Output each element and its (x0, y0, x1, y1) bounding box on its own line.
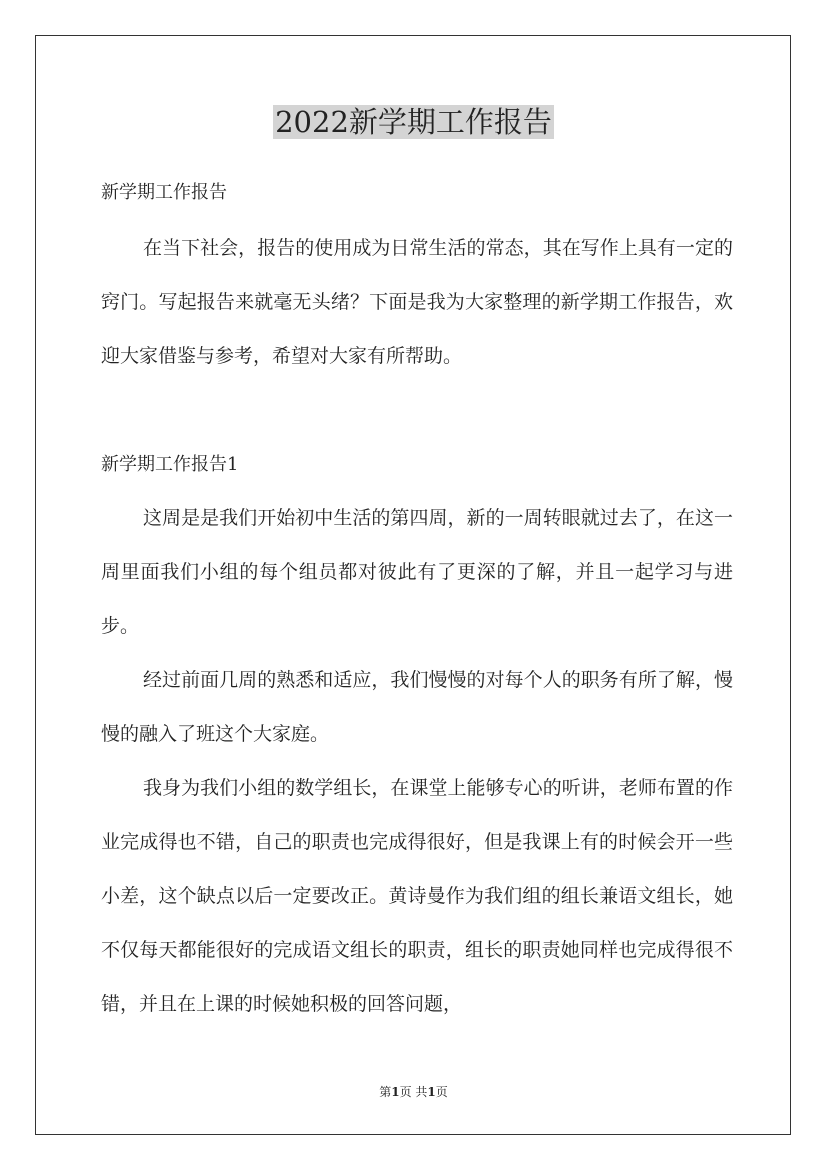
section-1-heading: 新学期工作报告1 (101, 454, 239, 475)
body-paragraph-3: 我身为我们小组的数学组长，在课堂上能够专心的听讲，老师布置的作业完成得也不错，自己的职责也完成得很好，但是我课上有的时候会开一些小差，这个缺点以后一定要改正。黄诗曼作为我们组的组长兼语文组长，她不仅每天都能很好的完成语文组长的职责，组长的职责她同样也完成得很不错，并且在上课的时候她积极的回答问题， (101, 777, 733, 1015)
footer-page-total: 1 (427, 1085, 436, 1099)
document-title-text: 2022新学期工作报告 (275, 105, 552, 139)
body-paragraph-2: 经过前面几周的熟悉和适应，我们慢慢的对每个人的职务有所了解，慢慢的融入了班这个大家庭。 (101, 669, 733, 745)
body-paragraph-1: 这周是是我们开始初中生活的第四周，新的一周转眼就过去了，在这一周里面我们小组的每个组员都对彼此有了更深的了解，并且一起学习与进步。 (101, 507, 733, 637)
page-footer (0, 1083, 827, 1100)
section-intro-heading: 新学期工作报告 (101, 182, 227, 203)
intro-paragraph: 在当下社会，报告的使用成为日常生活的常态，其在写作上具有一定的窍门。写起报告来就毫无头绪？下面是我为大家整理的新学期工作报告，欢迎大家借鉴与参考，希望对大家有所帮助。 (101, 237, 733, 367)
footer-mid: 页 共 (399, 1085, 428, 1099)
footer-page-current: 1 (391, 1085, 400, 1099)
document-title (0, 100, 827, 144)
footer-suffix: 页 (435, 1085, 448, 1099)
footer-prefix: 第 (379, 1085, 392, 1099)
